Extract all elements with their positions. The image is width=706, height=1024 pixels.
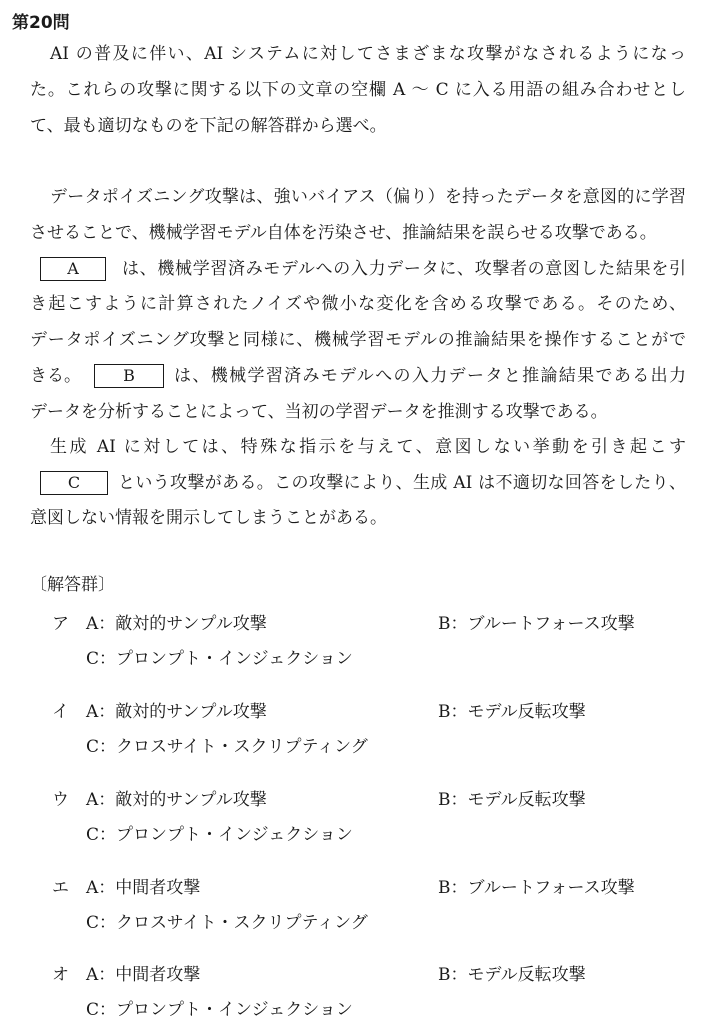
choice-option-c: C：クロスサイト・スクリプティング xyxy=(86,913,368,933)
choice-i[interactable] xyxy=(0,697,706,757)
choice-label: オ xyxy=(52,965,69,985)
choice-option-c: C：プロンプト・インジェクション xyxy=(86,649,353,669)
blank-a-box: A xyxy=(40,257,106,281)
choice-e[interactable] xyxy=(0,873,706,933)
passage-line-10: 意図しない情報を開示してしまうことがある。 xyxy=(30,508,387,528)
blank-b-box: B xyxy=(94,364,164,388)
intro-line-3: て、最も適切なものを下記の解答群から選べ。 xyxy=(30,116,387,136)
passage-line-2: させることで、機械学習モデル自体を汚染させ、推論結果を誤らせる攻撃である。 xyxy=(30,223,657,243)
choice-option-c: C：クロスサイト・スクリプティング xyxy=(86,737,368,757)
choice-option-b: B：モデル反転攻撃 xyxy=(438,790,586,810)
passage-line-8: 生成 AI に対しては、特殊な指示を与えて、意図しない挙動を引き起こす xyxy=(50,437,686,457)
answer-group-header: 〔解答群〕 xyxy=(30,575,115,595)
intro-line-2: た。これらの攻撃に関する以下の文章の空欄 A ～ C に入る用語の組み合わせとし xyxy=(30,80,686,100)
choice-option-b: B：ブルートフォース攻撃 xyxy=(438,878,635,898)
passage-line-6-prefix: きる。 xyxy=(30,366,81,386)
passage-line-3-text: は、機械学習済みモデルへの入力データに、攻撃者の意図した結果を引 xyxy=(122,259,686,279)
passage-line-6-text: は、機械学習済みモデルへの入力データと推論結果である出力 xyxy=(174,366,686,386)
choice-label: イ xyxy=(52,702,69,722)
choice-u[interactable] xyxy=(0,785,706,845)
choice-option-c: C：プロンプト・インジェクション xyxy=(86,1000,353,1020)
choice-option-a: A：敵対的サンプル攻撃 xyxy=(86,790,267,810)
passage-line-6-blank xyxy=(94,364,164,388)
choice-option-b: B：モデル反転攻撃 xyxy=(438,702,586,722)
passage-line-4: き起こすように計算されたノイズや微小な変化を含める攻撃である。そのため、 xyxy=(30,294,686,314)
passage-line-9-blank xyxy=(40,471,108,495)
blank-c-box: C xyxy=(40,471,108,495)
choice-label: ア xyxy=(52,614,69,634)
choice-a[interactable] xyxy=(0,609,706,669)
question-number: 第20問 xyxy=(12,13,70,33)
choice-option-b: B：ブルートフォース攻撃 xyxy=(438,614,635,634)
choice-option-a: A：中間者攻撃 xyxy=(86,965,201,985)
choice-label: ウ xyxy=(52,790,69,810)
passage-line-9-text: という攻撃がある。この攻撃により、生成 AI は不適切な回答をしたり、 xyxy=(118,473,686,493)
choice-option-a: A：中間者攻撃 xyxy=(86,878,201,898)
choice-option-a: A：敵対的サンプル攻撃 xyxy=(86,702,267,722)
passage-line-7: データを分析することによって、当初の学習データを推測する攻撃である。 xyxy=(30,402,608,422)
choice-option-b: B：モデル反転攻撃 xyxy=(438,965,586,985)
choice-option-c: C：プロンプト・インジェクション xyxy=(86,825,353,845)
choice-o[interactable] xyxy=(0,960,706,1020)
passage-line-5: データポイズニング攻撃と同様に、機械学習モデルの推論結果を操作することがで xyxy=(30,330,686,350)
passage-line-1: データポイズニング攻撃は、強いバイアス（偏り）を持ったデータを意図的に学習 xyxy=(50,187,686,207)
choice-label: エ xyxy=(52,878,69,898)
choice-option-a: A：敵対的サンプル攻撃 xyxy=(86,614,267,634)
intro-line-1: AI の普及に伴い、AI システムに対してさまざまな攻撃がなされるようになっ xyxy=(50,44,686,64)
passage-line-3 xyxy=(40,257,106,281)
